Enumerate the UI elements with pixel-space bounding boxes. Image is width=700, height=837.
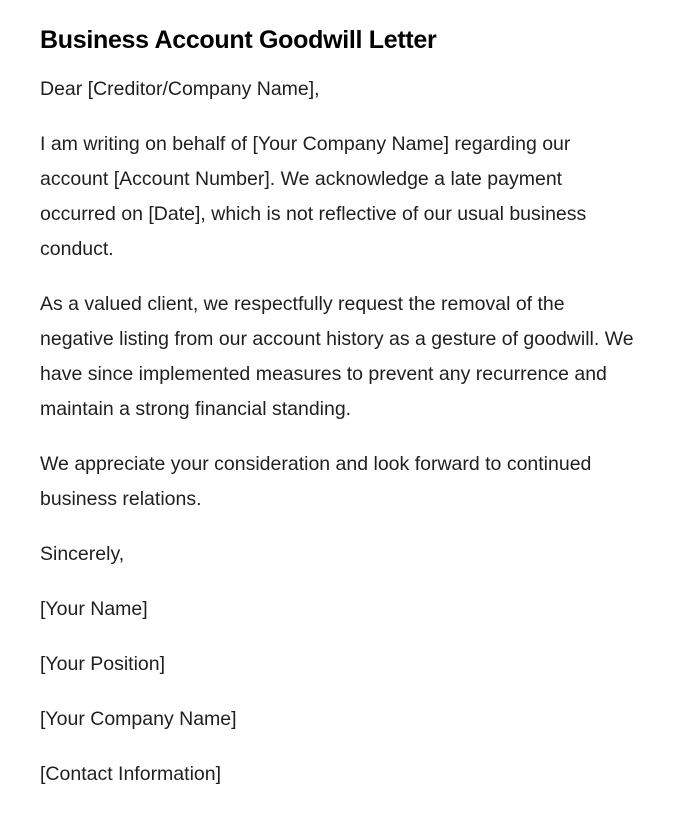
- letter-greeting: Dear [Creditor/Company Name],: [40, 78, 320, 100]
- letter-closing: Sincerely,: [40, 543, 125, 565]
- document-title: Business Account Goodwill Letter: [40, 26, 437, 54]
- letter-document: [40, 22, 640, 812]
- signature-company: [Your Company Name]: [40, 708, 237, 730]
- signature-position: [Your Position]: [40, 653, 166, 675]
- letter-paragraph-3: We appreciate your consideration and look forward to continued business relations.: [40, 453, 592, 510]
- letter-paragraph-2: As a valued client, we respectfully request the removal of the negative listing from our account history as a gesture of goodwill. We have since implemented measures to prevent any recurrence and maintain a strong financial standing.: [40, 293, 634, 420]
- signature-name: [Your Name]: [40, 598, 148, 620]
- signature-contact: [Contact Information]: [40, 763, 222, 785]
- letter-paragraph-1: I am writing on behalf of [Your Company Name] regarding our account [Account Number]. We acknowledge a late payment occurred on [Date], which is not reflective of our usual business conduct.: [40, 133, 587, 260]
